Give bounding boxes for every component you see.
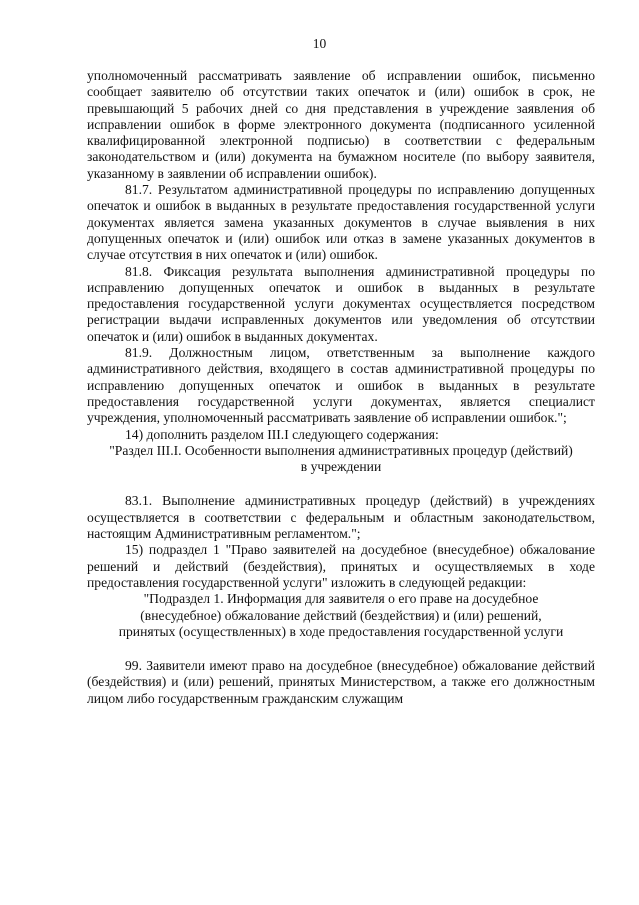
page-number: 10 (312, 36, 327, 51)
paragraph-81-9: 81.9. Должностным лицом, ответственным за выполнение каждого административного действия, входящего в состав административной процедуры по исправлению допущенных опечаток и ошибок в выданных в результате предоставления государственной услуги документах, является специалист учреждения, уполномоченный рассматривать заявление об исправлении ошибок."; (87, 345, 595, 426)
section-heading-3-1: "Раздел III.I. Особенности выполнения административных процедур (действий) в учреждении (109, 442, 573, 475)
paragraph-item-15: 15) подраздел 1 "Право заявителей на досудебное (внесудебное) обжалование решений и действий (бездействия), принятых и осуществляемых в ходе предоставления государственной услуги" изложить в следующей редакции: (87, 542, 595, 590)
document-body (87, 68, 595, 707)
paragraph-81-8: 81.8. Фиксация результата выполнения административной процедуры по исправлению допущенных опечаток и ошибок в выданных в результате предоставления государственной услуги документах осуществляется посредством регистрации выдачи исправленных документов или уведомления об отсутствии опечаток и (или) ошибок в выданных документах. (87, 263, 595, 344)
paragraph-81-7: 81.7. Результатом административной процедуры по исправлению допущенных опечаток и ошибок в выданных в результате предоставления государственной услуги документах является замена указанных документов в случае выявления в них допущенных опечаток и (или) ошибок или отказ в замене указанных документов в случае отсутствия в них опечаток и (или) ошибок. (87, 182, 595, 263)
paragraph-99: 99. Заявители имеют право на досудебное (внесудебное) обжалование действий (бездействия) и (или) решений, принятых Министерством, а также его должностным лицом либо государственным гражданским служащим (87, 658, 595, 706)
spacer (87, 475, 595, 493)
subsection-heading-1: "Подраздел 1. Информация для заявителя о его праве на досудебное (внесудебное) обжалование действий (бездействия) и (или) решений, принятых (осуществленных) в ходе предоставления государственной услуги (118, 591, 564, 639)
paragraph-item-14: 14) дополнить разделом III.I следующего содержания: (125, 426, 439, 442)
paragraph-error-notice: уполномоченный рассматривать заявление об исправлении ошибок, письменно сообщает заявителю об отсутствии таких опечаток и (или) ошибок в срок, не превышающий 5 рабочих дней со дня представления в учреждение заявления об исправлении ошибок в форме электронного документа (подписанного усиленной квалифицированной электронной подписью) в соответствии с федеральным законодательством и (или) документа на бумажном носителе (по выбору заявителя, указанному в заявлении об исправлении ошибок). (87, 68, 595, 181)
paragraph-83-1: 83.1. Выполнение административных процедур (действий) в учреждениях осуществляется в соответствии с федеральным и областным законодательством, настоящим Административным регламентом."; (87, 493, 595, 542)
spacer (87, 640, 595, 658)
